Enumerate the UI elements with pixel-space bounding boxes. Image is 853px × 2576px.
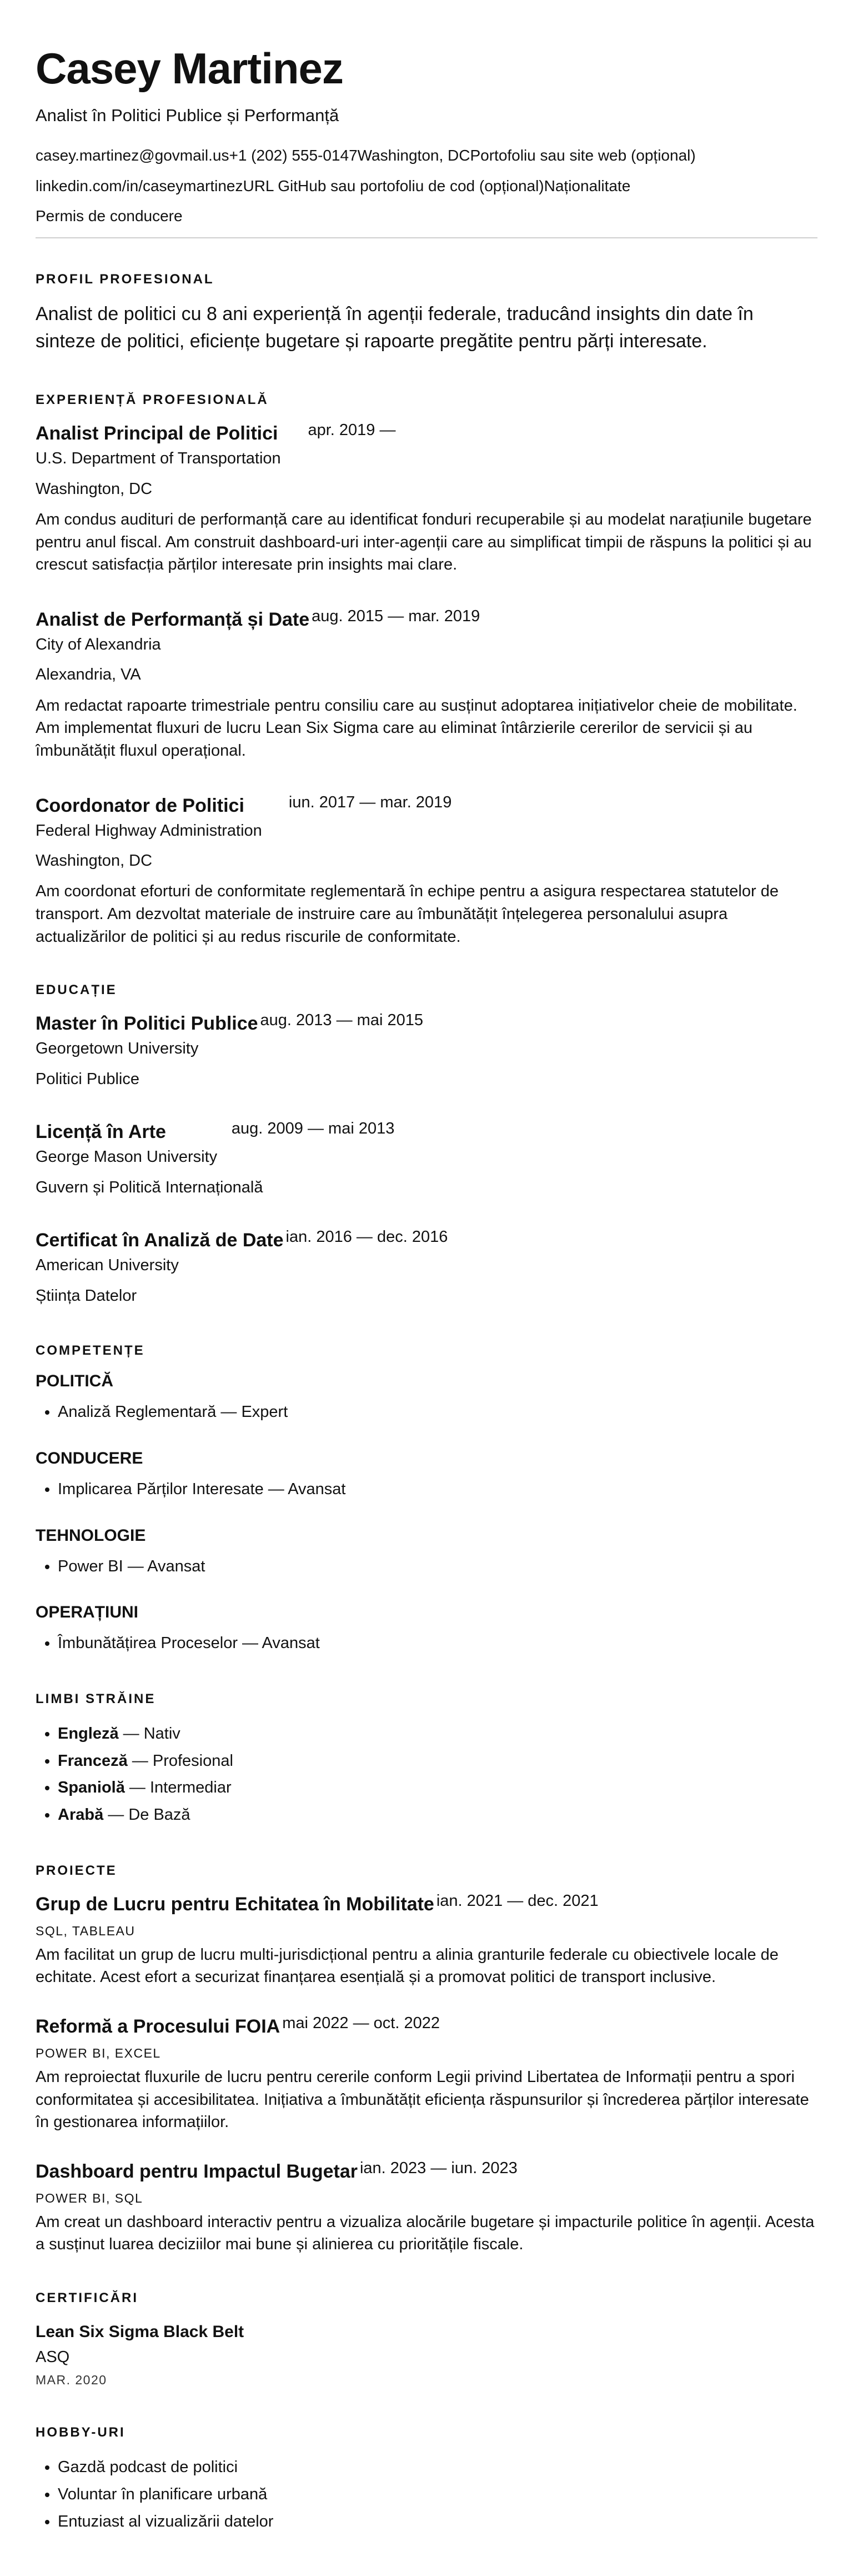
job-location: Washington, DC bbox=[36, 480, 153, 498]
education-entry bbox=[36, 1011, 817, 1092]
language-item bbox=[58, 1748, 817, 1775]
contact-block bbox=[36, 146, 817, 238]
job-description: Am condus audituri de performanță care au identificat fonduri recuperabile și au modelat narațiunile bugetare pentru anul fiscal. Am construit dashboard-uri inter-agenții care au simplificat timpii de răspuns la politici și au crescut satisfacția părților interesate prin insights mai clare. bbox=[36, 510, 812, 574]
project-entry bbox=[36, 2159, 817, 2256]
degree-field: Știința Datelor bbox=[36, 1286, 137, 1305]
summary-title: PROFIL PROFESIONAL bbox=[36, 272, 214, 287]
hobby-item: • Voluntar în planificare urbană bbox=[58, 2481, 817, 2508]
summary-section bbox=[36, 272, 817, 355]
job-location: Washington, DC bbox=[36, 852, 153, 870]
job-organization: City of Alexandria bbox=[36, 635, 161, 653]
skills-title: COMPETENȚE bbox=[36, 1343, 145, 1359]
job-description: Am redactat rapoarte trimestriale pentru consiliu care au susținut adoptarea inițiativelor cheie de mobilitate. Am implementat fluxuri de lucru Lean Six Sigma care au eliminat întârzierile cererilor de servicii și au îmbunătățit fluxul operațional. bbox=[36, 696, 797, 760]
language-level: — Intermediar bbox=[124, 1779, 232, 1797]
skill-category: OPERAȚIUNI bbox=[36, 1603, 139, 1622]
skill-item: • Analiză Reglementară — Expert bbox=[58, 1399, 817, 1426]
projects-title: PROIECTE bbox=[36, 1863, 117, 1878]
job-dates: aug. 2015 — mar. 2019 bbox=[312, 607, 480, 625]
contact-line-2: linkedin.com/in/caseymartinezURL GitHub sau portofoliu de cod (opțional)Naționalitate bbox=[36, 177, 631, 194]
hobbies-list bbox=[36, 2454, 817, 2535]
certifications-section bbox=[36, 2290, 817, 2390]
degree-title: Master în Politici Publice bbox=[36, 1013, 258, 1035]
certification-date: MAR. 2020 bbox=[36, 2373, 107, 2388]
skill-group bbox=[36, 1449, 817, 1503]
contact-line-3: Permis de conducere bbox=[36, 207, 183, 225]
school-name: Georgetown University bbox=[36, 1040, 199, 1058]
hobby-item: • Gazdă podcast de politici bbox=[58, 2454, 817, 2481]
certification-issuer: ASQ bbox=[36, 2348, 70, 2367]
job-dates: apr. 2019 — bbox=[308, 421, 396, 439]
experience-entry bbox=[36, 421, 817, 576]
degree-dates: aug. 2013 — mai 2015 bbox=[260, 1011, 423, 1030]
project-tech: POWER BI, SQL bbox=[36, 2191, 143, 2206]
skill-category: TEHNOLOGIE bbox=[36, 1526, 146, 1545]
language-item bbox=[58, 1801, 817, 1829]
education-section bbox=[36, 982, 817, 1309]
experience-entry bbox=[36, 793, 817, 948]
language-level: — De Bază bbox=[103, 1806, 190, 1824]
skill-group bbox=[36, 1526, 817, 1580]
project-tech: POWER BI, EXCEL bbox=[36, 2046, 161, 2061]
hobbies-title: HOBBY-URI bbox=[36, 2425, 126, 2440]
school-name: American University bbox=[36, 1256, 179, 1275]
experience-title: EXPERIENȚĂ PROFESIONALĂ bbox=[36, 392, 269, 407]
job-organization: U.S. Department of Transportation bbox=[36, 450, 281, 468]
project-entry bbox=[36, 2014, 817, 2134]
hobby-item: • Entuziast al vizualizării datelor bbox=[58, 2508, 817, 2535]
language-name: Franceză bbox=[58, 1751, 128, 1770]
education-entry bbox=[36, 1228, 817, 1309]
degree-field: Guvern și Politică Internațională bbox=[36, 1178, 263, 1196]
project-dates: ian. 2023 — iun. 2023 bbox=[359, 2159, 518, 2177]
project-description: Am reproiectat fluxurile de lucru pentru cererile conform Legii privind Libertatea de Informații pentru a spori conformitatea și accesibilitatea. Inițiativa a îmbunătățit eficiența răspunsurilor și încrederea părților interesate în gestionarea informațiilor. bbox=[36, 2068, 809, 2131]
job-organization: Federal Highway Administration bbox=[36, 821, 262, 840]
job-dates: iun. 2017 — mar. 2019 bbox=[288, 793, 452, 811]
skill-item: • Power BI — Avansat bbox=[58, 1553, 817, 1580]
experience-section bbox=[36, 392, 817, 948]
skill-item: • Implicarea Părților Interesate — Avansat bbox=[58, 1476, 817, 1503]
project-name: Dashboard pentru Impactul Bugetar bbox=[36, 2160, 358, 2182]
language-level: — Nativ bbox=[118, 1725, 180, 1743]
job-description: Am coordonat eforturi de conformitate reglementară în echipe pentru a asigura respectarea statutelor de transport. Am dezvoltat materiale de instruire care au îmbunătățit înțelegerea personalului asupra actualizărilor de politici și au redus riscurile de conformitate. bbox=[36, 882, 779, 946]
job-title: Coordonator de Politici bbox=[36, 795, 244, 816]
certification-name: Lean Six Sigma Black Belt bbox=[36, 2323, 244, 2342]
degree-field: Politici Publice bbox=[36, 1070, 139, 1088]
contact-line-1: casey.martinez@govmail.us+1 (202) 555-0147Washington, DCPortofoliu sau site web (opțional) bbox=[36, 147, 696, 164]
summary-text: Analist de politici cu 8 ani experiență în agenții federale, traducând insights din date în sinteze de politici, eficiențe bugetare și rapoarte pregătite pentru părți interesate. bbox=[36, 303, 754, 352]
skill-group bbox=[36, 1603, 817, 1657]
degree-title: Certificat în Analiză de Date bbox=[36, 1230, 284, 1251]
hobbies-section bbox=[36, 2425, 817, 2535]
skills-section bbox=[36, 1343, 817, 1657]
degree-dates: aug. 2009 — mai 2013 bbox=[231, 1120, 395, 1138]
resume-header bbox=[36, 44, 817, 238]
job-title: Analist de Performanță și Date bbox=[36, 608, 310, 630]
project-name: Grup de Lucru pentru Echitatea în Mobilitate bbox=[36, 1893, 434, 1915]
language-item bbox=[58, 1774, 817, 1801]
school-name: George Mason University bbox=[36, 1148, 218, 1166]
project-tech: SQL, TABLEAU bbox=[36, 1924, 136, 1939]
projects-section bbox=[36, 1863, 817, 2256]
language-name: Spaniolă bbox=[58, 1779, 125, 1797]
skill-category: CONDUCERE bbox=[36, 1449, 143, 1467]
candidate-name: Casey Martinez bbox=[36, 44, 343, 93]
certification-entry bbox=[36, 2319, 817, 2390]
language-level: — Profesional bbox=[127, 1751, 233, 1770]
project-description: Am facilitat un grup de lucru multi-jurisdicțional pentru a alinia granturile federale cu obiectivele locale de echitate. Acest efort a securizat finanțarea esențială și a promovat politici de transport inclusive. bbox=[36, 1945, 779, 1986]
skill-group bbox=[36, 1372, 817, 1426]
candidate-headline: Analist în Politici Publice și Performanță bbox=[36, 106, 339, 125]
project-dates: ian. 2021 — dec. 2021 bbox=[436, 1891, 599, 1910]
experience-entry bbox=[36, 607, 817, 762]
education-entry bbox=[36, 1120, 817, 1200]
certifications-title: CERTIFICĂRI bbox=[36, 2290, 138, 2306]
degree-title: Licență în Arte bbox=[36, 1121, 166, 1143]
job-title: Analist Principal de Politici bbox=[36, 423, 278, 444]
education-title: EDUCAȚIE bbox=[36, 982, 117, 998]
project-entry bbox=[36, 1892, 817, 1989]
project-dates: mai 2022 — oct. 2022 bbox=[282, 2014, 440, 2033]
project-name: Reformă a Procesului FOIA bbox=[36, 2016, 280, 2038]
language-name: Arabă bbox=[58, 1806, 104, 1824]
project-description: Am creat un dashboard interactiv pentru a vizualiza alocările bugetare și impacturile politice în agenții. Acesta a susținut luarea deciziilor mai bune și alinierea cu prioritățile fiscale. bbox=[36, 2213, 815, 2254]
languages-section bbox=[36, 1691, 817, 1829]
job-location: Alexandria, VA bbox=[36, 666, 141, 684]
languages-title: LIMBI STRĂINE bbox=[36, 1691, 156, 1707]
languages-list bbox=[36, 1720, 817, 1829]
skill-item: • Îmbunătățirea Proceselor — Avansat bbox=[58, 1630, 817, 1657]
language-item bbox=[58, 1720, 817, 1748]
language-name: Engleză bbox=[58, 1725, 119, 1743]
skill-category: POLITICĂ bbox=[36, 1372, 113, 1391]
degree-dates: ian. 2016 — dec. 2016 bbox=[285, 1228, 448, 1246]
